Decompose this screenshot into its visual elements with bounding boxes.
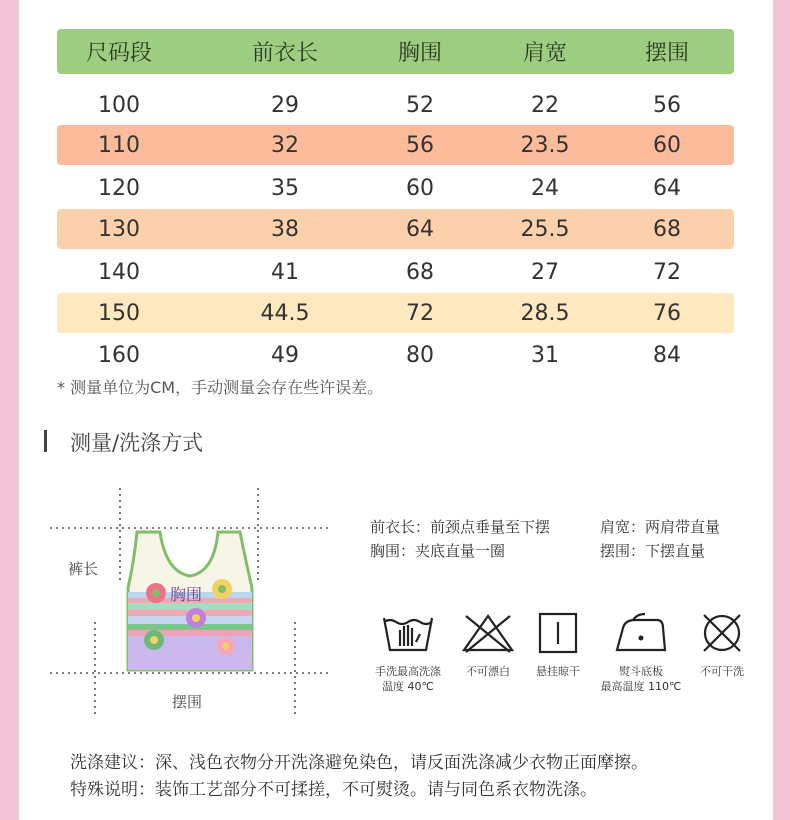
hem-label: 摆围 (172, 693, 203, 711)
table-cell: 31 (531, 342, 559, 368)
section-title: 测量/洗涤方式 (70, 431, 204, 455)
table-cell: 60 (653, 132, 681, 158)
table-cell: 56 (406, 132, 434, 158)
header-chest: 胸围 (397, 41, 442, 66)
front-length-definition: 前衣长：前颈点垂量至下摆 (370, 518, 551, 536)
table-cell: 84 (653, 342, 681, 368)
table-cell: 38 (271, 216, 299, 242)
iron-icon (611, 610, 671, 656)
chest-label: 胸围 (170, 585, 203, 604)
definitions-col1 (370, 515, 550, 563)
care-label: 手洗最高洗涤 (375, 665, 441, 678)
table-cell: 22 (531, 92, 559, 118)
table-row (57, 84, 734, 126)
table-cell: 72 (653, 259, 681, 285)
table-cell: 130 (98, 216, 140, 242)
table-cell: 24 (531, 175, 559, 201)
table-cell: 150 (98, 300, 140, 326)
table-header-row (57, 29, 734, 74)
header-front-length: 前衣长 (251, 41, 318, 66)
table-cell: 41 (271, 259, 299, 285)
table-cell: 56 (653, 92, 681, 118)
header-size: 尺码段 (85, 41, 152, 66)
table-cell: 32 (271, 132, 299, 158)
table-cell: 49 (271, 342, 299, 368)
care-label: 不可漂白 (466, 665, 510, 678)
table-cell: 28.5 (520, 300, 570, 326)
table-cell: 140 (98, 259, 140, 285)
chest-definition: 胸围：夹底直量一圈 (370, 542, 506, 560)
hem-definition: 摆围：下摆直量 (600, 542, 706, 560)
special-note: 特殊说明：装饰工艺部分不可揉搓，不可熨烫。请与同色系衣物洗涤。 (70, 780, 597, 800)
table-cell: 110 (98, 132, 140, 158)
table-cell: 72 (406, 300, 434, 326)
table-cell: 35 (271, 175, 299, 201)
care-no-dry-clean (667, 610, 777, 679)
right-pink-border (773, 0, 790, 820)
table-row (57, 334, 734, 376)
table-cell: 60 (406, 175, 434, 201)
care-label: 熨斗底板 (619, 665, 663, 678)
table-cell: 160 (98, 342, 140, 368)
table-cell: 76 (653, 300, 681, 326)
table-cell: 25.5 (520, 216, 570, 242)
washing-instructions (70, 750, 648, 804)
table-cell: 68 (406, 259, 434, 285)
table-cell: 64 (653, 175, 681, 201)
table-row (57, 293, 734, 333)
table-cell: 100 (98, 92, 140, 118)
hang-dry-icon (528, 610, 588, 656)
table-cell: 52 (406, 92, 434, 118)
care-label: 悬挂晾干 (536, 665, 580, 678)
measurement-diagram (40, 480, 340, 720)
table-cell: 44.5 (260, 300, 310, 326)
care-label: 不可干洗 (700, 665, 744, 678)
table-cell: 23.5 (520, 132, 570, 158)
table-cell: 64 (406, 216, 434, 242)
shoulder-definition: 肩宽：两肩带直量 (600, 518, 721, 536)
measurement-note: * 测量单位为CM，手动测量会存在些许误差。 (57, 378, 384, 397)
header-hem: 摆围 (644, 41, 689, 66)
table-cell: 68 (653, 216, 681, 242)
length-label: 裤长 (68, 560, 99, 578)
table-row (57, 209, 734, 249)
left-pink-border (0, 0, 19, 820)
hand-wash-icon (378, 610, 438, 656)
table-row (57, 251, 734, 293)
header-shoulder: 肩宽 (522, 41, 567, 66)
table-cell: 27 (531, 259, 559, 285)
washing-advice: 洗涤建议：深、浅色衣物分开洗涤避免染色，请反面洗涤减少衣物正面摩擦。 (70, 753, 648, 773)
table-cell: 29 (271, 92, 299, 118)
no-dry-clean-icon (692, 610, 752, 656)
care-label: 最高温度 110℃ (600, 680, 682, 693)
care-label: 温度 40℃ (382, 680, 434, 693)
table-row (57, 125, 734, 165)
table-cell: 80 (406, 342, 434, 368)
table-cell: 120 (98, 175, 140, 201)
table-row (57, 167, 734, 209)
section-marker (44, 430, 47, 452)
definitions-col2 (600, 515, 720, 563)
